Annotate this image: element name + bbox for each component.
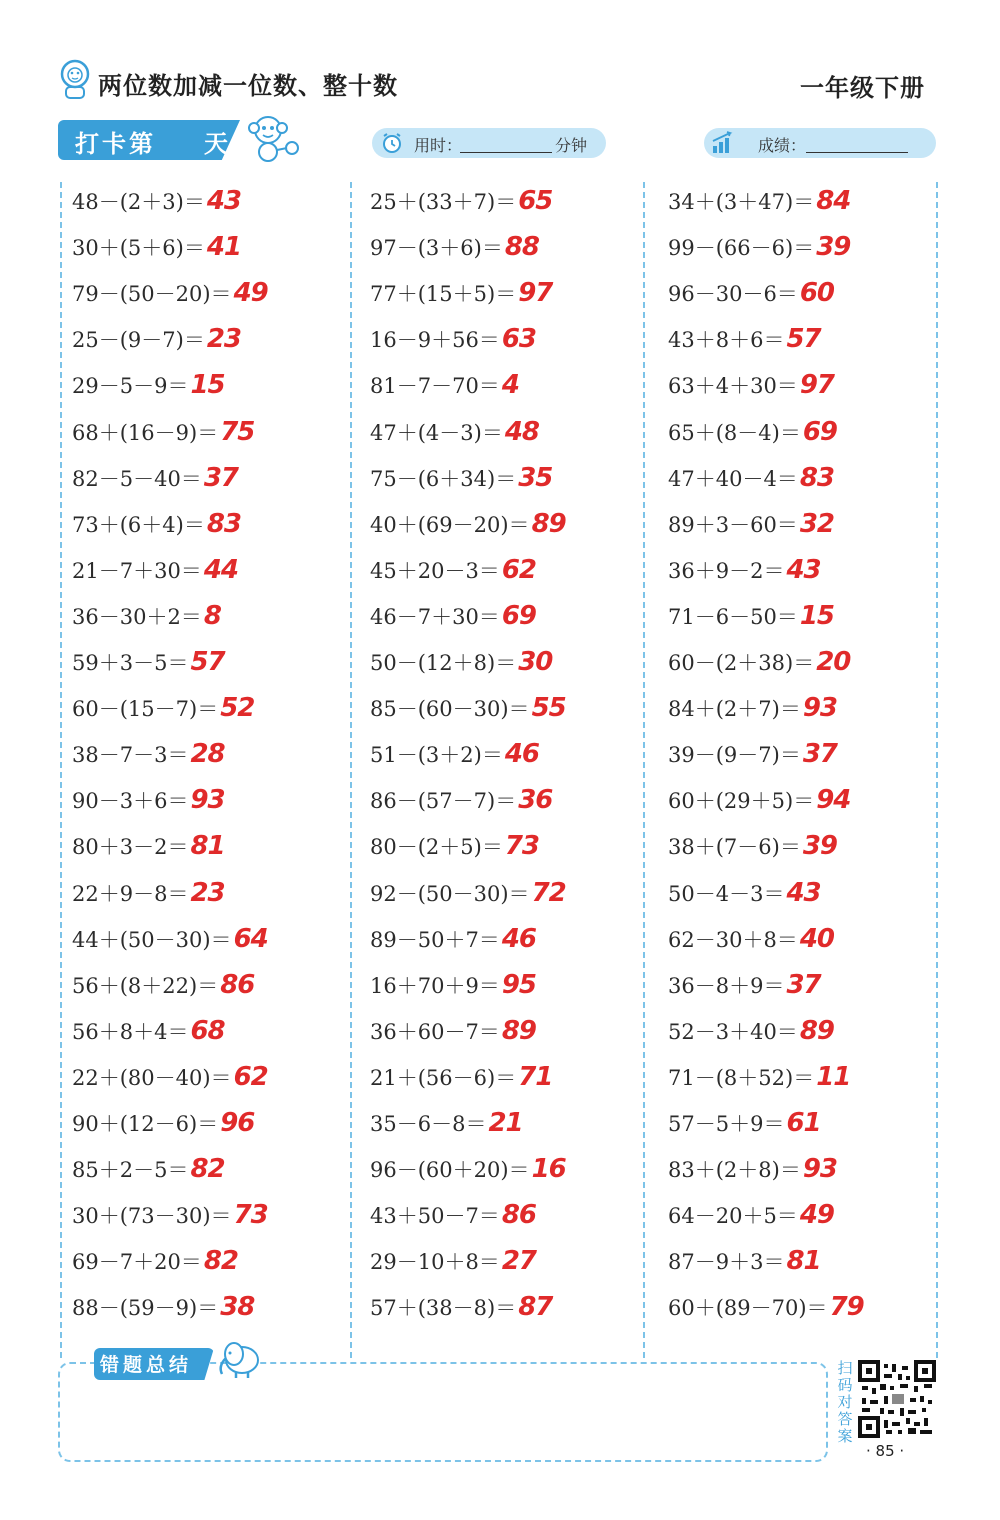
problem-expression: 38＋(7－6)＝ bbox=[668, 835, 801, 859]
problem-expression: 64－20＋5＝ bbox=[668, 1204, 798, 1228]
problem-row bbox=[668, 186, 850, 216]
problem-expression: 38－7－3＝ bbox=[72, 743, 189, 767]
problem-expression: 88－(59－9)＝ bbox=[72, 1296, 219, 1320]
problem-expression: 25－(9－7)＝ bbox=[72, 328, 205, 352]
score-chart-icon bbox=[710, 131, 736, 155]
problem-row bbox=[370, 1154, 566, 1184]
problem-expression: 36＋9－2＝ bbox=[668, 559, 785, 583]
score-blank[interactable] bbox=[806, 134, 908, 153]
problem-row bbox=[668, 785, 850, 815]
problem-row bbox=[72, 555, 238, 585]
handwritten-answer[interactable]: 21 bbox=[488, 1108, 523, 1138]
problem-row bbox=[370, 1108, 523, 1138]
problem-expression: 29－5－9＝ bbox=[72, 374, 189, 398]
problem-expression: 80－(2＋5)＝ bbox=[370, 835, 503, 859]
problem-row bbox=[668, 1292, 864, 1322]
problem-row bbox=[370, 831, 539, 861]
handwritten-answer[interactable]: 97 bbox=[518, 278, 553, 308]
problem-expression: 82－5－40＝ bbox=[72, 467, 202, 491]
problem-row bbox=[370, 647, 552, 677]
problem-expression: 80＋3－2＝ bbox=[72, 835, 189, 859]
problem-row bbox=[72, 1062, 268, 1092]
handwritten-answer[interactable]: 43 bbox=[786, 878, 821, 908]
problem-row bbox=[370, 878, 566, 908]
handwritten-answer[interactable]: 84 bbox=[816, 186, 851, 216]
problem-expression: 40＋(69－20)＝ bbox=[370, 513, 530, 537]
problem-row bbox=[370, 1246, 536, 1276]
problem-row bbox=[370, 924, 536, 954]
handwritten-answer[interactable]: 57 bbox=[190, 647, 225, 677]
column-divider bbox=[60, 182, 62, 1358]
problem-row bbox=[668, 370, 834, 400]
handwritten-answer[interactable]: 32 bbox=[799, 509, 834, 539]
problem-row bbox=[370, 739, 539, 769]
handwritten-answer[interactable]: 97 bbox=[799, 370, 834, 400]
problem-row bbox=[370, 601, 536, 631]
problem-row bbox=[72, 970, 254, 1000]
handwritten-answer[interactable]: 72 bbox=[531, 878, 566, 908]
handwritten-answer[interactable]: 36 bbox=[518, 785, 553, 815]
problem-expression: 97－(3＋6)＝ bbox=[370, 236, 503, 260]
handwritten-answer[interactable]: 89 bbox=[501, 1016, 536, 1046]
handwritten-answer[interactable]: 48 bbox=[504, 417, 540, 447]
page-title: 两位数加减一位数、整十数 bbox=[98, 72, 398, 100]
handwritten-answer[interactable]: 46 bbox=[501, 924, 536, 954]
problem-expression: 34＋(3＋47)＝ bbox=[668, 190, 815, 214]
problem-row bbox=[370, 186, 552, 216]
problem-expression: 36－30＋2＝ bbox=[72, 605, 202, 629]
problem-row bbox=[370, 370, 519, 400]
handwritten-answer[interactable]: 73 bbox=[504, 831, 540, 861]
handwritten-answer[interactable]: 73 bbox=[233, 1200, 268, 1230]
qr-code-icon[interactable] bbox=[858, 1360, 936, 1438]
problem-expression: 36＋60－7＝ bbox=[370, 1020, 500, 1044]
handwritten-answer[interactable]: 27 bbox=[501, 1246, 536, 1276]
problem-row bbox=[72, 509, 241, 539]
problem-expression: 60＋(29＋5)＝ bbox=[668, 789, 815, 813]
handwritten-answer[interactable]: 71 bbox=[518, 1062, 553, 1092]
handwritten-answer[interactable]: 75 bbox=[220, 417, 255, 447]
score-label: 成绩： bbox=[758, 136, 807, 155]
problem-row bbox=[72, 878, 225, 908]
problem-expression: 29－10＋8＝ bbox=[370, 1250, 500, 1274]
problem-expression: 43＋50－7＝ bbox=[370, 1204, 500, 1228]
handwritten-answer[interactable]: 39 bbox=[816, 232, 851, 262]
problem-expression: 69－7＋20＝ bbox=[72, 1250, 202, 1274]
problem-expression: 50－4－3＝ bbox=[668, 882, 785, 906]
elephant-icon bbox=[212, 1336, 268, 1380]
handwritten-answer[interactable]: 60 bbox=[799, 278, 834, 308]
problem-row bbox=[668, 601, 834, 631]
problem-row bbox=[72, 693, 254, 723]
problem-row bbox=[668, 1062, 850, 1092]
problem-row bbox=[72, 186, 241, 216]
problem-row bbox=[72, 324, 241, 354]
problem-expression: 51－(3＋2)＝ bbox=[370, 743, 503, 767]
problem-row bbox=[668, 647, 850, 677]
handwritten-answer[interactable]: 65 bbox=[518, 186, 553, 216]
handwritten-answer[interactable]: 83 bbox=[206, 509, 242, 539]
problem-expression: 99－(66－6)＝ bbox=[668, 236, 815, 260]
problem-expression: 30＋(5＋6)＝ bbox=[72, 236, 205, 260]
problem-expression: 89－50＋7＝ bbox=[370, 928, 500, 952]
problem-expression: 57＋(38－8)＝ bbox=[370, 1296, 517, 1320]
alarm-clock-icon bbox=[380, 131, 404, 155]
problem-row bbox=[370, 555, 536, 585]
column-divider bbox=[350, 182, 352, 1358]
problem-row bbox=[72, 1292, 254, 1322]
problem-row bbox=[72, 739, 225, 769]
handwritten-answer[interactable]: 82 bbox=[190, 1154, 225, 1184]
problem-expression: 35－6－8＝ bbox=[370, 1112, 487, 1136]
handwritten-answer[interactable]: 4 bbox=[501, 370, 519, 400]
problem-row bbox=[370, 693, 566, 723]
problem-expression: 77＋(15＋5)＝ bbox=[370, 282, 517, 306]
problem-row bbox=[72, 831, 225, 861]
problem-row bbox=[72, 278, 268, 308]
problem-expression: 71－(8＋52)＝ bbox=[668, 1066, 815, 1090]
problem-row bbox=[72, 1108, 254, 1138]
handwritten-answer[interactable]: 8 bbox=[203, 601, 221, 631]
problem-row bbox=[668, 232, 850, 262]
handwritten-answer[interactable]: 94 bbox=[816, 785, 851, 815]
handwritten-answer[interactable]: 69 bbox=[802, 417, 838, 447]
handwritten-answer[interactable]: 38 bbox=[220, 1292, 255, 1322]
problem-row bbox=[370, 785, 552, 815]
problem-expression: 56＋8＋4＝ bbox=[72, 1020, 189, 1044]
day-label-suffix: 天 bbox=[204, 130, 228, 158]
problem-expression: 65＋(8－4)＝ bbox=[668, 421, 801, 445]
problem-expression: 46－7＋30＝ bbox=[370, 605, 500, 629]
problem-row bbox=[370, 1016, 536, 1046]
problem-expression: 52－3＋40＝ bbox=[668, 1020, 798, 1044]
problem-expression: 85＋2－5＝ bbox=[72, 1158, 189, 1182]
problem-expression: 85－(60－30)＝ bbox=[370, 697, 530, 721]
problem-expression: 59＋3－5＝ bbox=[72, 651, 189, 675]
problem-row bbox=[370, 509, 566, 539]
monkey-mascot-icon bbox=[244, 112, 304, 164]
problem-expression: 96－30－6＝ bbox=[668, 282, 798, 306]
problem-expression: 21－7＋30＝ bbox=[72, 559, 202, 583]
problem-expression: 81－7－70＝ bbox=[370, 374, 500, 398]
problem-expression: 30＋(73－30)＝ bbox=[72, 1204, 232, 1228]
handwritten-answer[interactable]: 49 bbox=[799, 1200, 834, 1230]
time-label: 用时： bbox=[414, 136, 463, 155]
problem-row bbox=[72, 232, 241, 262]
problem-expression: 16＋70＋9＝ bbox=[370, 974, 500, 998]
problem-row bbox=[72, 924, 268, 954]
day-label-prefix: 打卡第 bbox=[75, 130, 156, 158]
problem-row bbox=[668, 555, 821, 585]
handwritten-answer[interactable]: 86 bbox=[220, 970, 255, 1000]
problem-expression: 68＋(16－9)＝ bbox=[72, 421, 219, 445]
problem-row bbox=[72, 417, 254, 447]
problem-row bbox=[370, 1062, 552, 1092]
handwritten-answer[interactable]: 23 bbox=[206, 324, 242, 354]
handwritten-answer[interactable]: 62 bbox=[233, 1062, 268, 1092]
handwritten-answer[interactable]: 95 bbox=[501, 970, 536, 1000]
problem-expression: 48－(2＋3)＝ bbox=[72, 190, 205, 214]
handwritten-answer[interactable]: 93 bbox=[802, 693, 838, 723]
problem-expression: 75－(6＋34)＝ bbox=[370, 467, 517, 491]
problem-row bbox=[370, 970, 536, 1000]
handwritten-answer[interactable]: 23 bbox=[190, 878, 225, 908]
handwritten-answer[interactable]: 28 bbox=[190, 739, 225, 769]
handwritten-answer[interactable]: 89 bbox=[799, 1016, 834, 1046]
handwritten-answer[interactable]: 81 bbox=[786, 1246, 821, 1276]
problem-row bbox=[668, 693, 837, 723]
time-blank[interactable] bbox=[460, 134, 552, 153]
problem-expression: 60＋(89－70)＝ bbox=[668, 1296, 828, 1320]
handwritten-answer[interactable]: 37 bbox=[203, 463, 238, 493]
problem-row bbox=[668, 1016, 834, 1046]
time-unit: 分钟 bbox=[555, 136, 588, 155]
problem-expression: 39－(9－7)＝ bbox=[668, 743, 801, 767]
problem-expression: 25＋(33＋7)＝ bbox=[370, 190, 517, 214]
handwritten-answer[interactable]: 35 bbox=[518, 463, 553, 493]
problem-row bbox=[668, 924, 834, 954]
handwritten-answer[interactable]: 62 bbox=[501, 555, 536, 585]
handwritten-answer[interactable]: 68 bbox=[190, 1016, 225, 1046]
problem-row bbox=[668, 1154, 837, 1184]
handwritten-answer[interactable]: 30 bbox=[518, 647, 553, 677]
problem-expression: 36－8＋9＝ bbox=[668, 974, 785, 998]
handwritten-answer[interactable]: 63 bbox=[501, 324, 536, 354]
problem-expression: 89＋3－60＝ bbox=[668, 513, 798, 537]
problem-row bbox=[72, 1246, 238, 1276]
handwritten-answer[interactable]: 39 bbox=[802, 831, 838, 861]
problem-row bbox=[668, 509, 834, 539]
problem-row bbox=[370, 1200, 536, 1230]
handwritten-answer[interactable]: 37 bbox=[802, 739, 838, 769]
scan-for-answers-label: 扫码对答案 bbox=[837, 1359, 853, 1445]
problem-row bbox=[72, 1016, 225, 1046]
handwritten-answer[interactable]: 57 bbox=[786, 324, 821, 354]
problem-expression: 50－(12＋8)＝ bbox=[370, 651, 517, 675]
problem-row bbox=[72, 647, 225, 677]
page-number: · 85 · bbox=[866, 1442, 905, 1460]
handwritten-answer[interactable]: 83 bbox=[799, 463, 834, 493]
problem-expression: 44＋(50－30)＝ bbox=[72, 928, 232, 952]
problem-row bbox=[668, 831, 837, 861]
handwritten-answer[interactable]: 46 bbox=[504, 739, 540, 769]
mistake-summary-label: 错题总结 bbox=[100, 1354, 193, 1376]
problem-expression: 22＋9－8＝ bbox=[72, 882, 189, 906]
problem-row bbox=[72, 1200, 268, 1230]
handwritten-answer[interactable]: 52 bbox=[220, 693, 255, 723]
handwritten-answer[interactable]: 41 bbox=[206, 232, 242, 262]
column-divider bbox=[643, 182, 645, 1358]
handwritten-answer[interactable]: 96 bbox=[220, 1108, 255, 1138]
problem-row bbox=[72, 1154, 225, 1184]
problem-row bbox=[72, 785, 225, 815]
lion-logo-icon bbox=[58, 58, 92, 100]
handwritten-answer[interactable]: 16 bbox=[531, 1154, 566, 1184]
problem-expression: 45＋20－3＝ bbox=[370, 559, 500, 583]
problem-expression: 57－5＋9＝ bbox=[668, 1112, 785, 1136]
problem-row bbox=[668, 1246, 821, 1276]
problem-row bbox=[370, 417, 539, 447]
handwritten-answer[interactable]: 79 bbox=[829, 1292, 864, 1322]
problem-expression: 90－3＋6＝ bbox=[72, 789, 189, 813]
handwritten-answer[interactable]: 87 bbox=[518, 1292, 553, 1322]
problem-expression: 47＋40－4＝ bbox=[668, 467, 798, 491]
handwritten-answer[interactable]: 15 bbox=[190, 370, 225, 400]
handwritten-answer[interactable]: 81 bbox=[190, 831, 225, 861]
problem-row bbox=[668, 970, 821, 1000]
handwritten-answer[interactable]: 55 bbox=[531, 693, 566, 723]
grade-label: 一年级下册 bbox=[800, 74, 925, 102]
handwritten-answer[interactable]: 37 bbox=[786, 970, 821, 1000]
problem-row bbox=[668, 417, 837, 447]
handwritten-answer[interactable]: 15 bbox=[799, 601, 834, 631]
problem-expression: 47＋(4－3)＝ bbox=[370, 421, 503, 445]
handwritten-answer[interactable]: 88 bbox=[504, 232, 540, 262]
problem-expression: 62－30＋8＝ bbox=[668, 928, 798, 952]
problem-expression: 79－(50－20)＝ bbox=[72, 282, 232, 306]
problem-row bbox=[370, 463, 552, 493]
problem-row bbox=[72, 463, 238, 493]
problem-expression: 56＋(8＋22)＝ bbox=[72, 974, 219, 998]
problem-row bbox=[668, 278, 834, 308]
handwritten-answer[interactable]: 64 bbox=[233, 924, 268, 954]
problem-row bbox=[668, 1200, 834, 1230]
column-divider bbox=[936, 182, 938, 1358]
problem-row bbox=[668, 1108, 821, 1138]
problem-expression: 84＋(2＋7)＝ bbox=[668, 697, 801, 721]
problem-row bbox=[370, 324, 536, 354]
problem-expression: 92－(50－30)＝ bbox=[370, 882, 530, 906]
problem-row bbox=[668, 878, 821, 908]
handwritten-answer[interactable]: 40 bbox=[799, 924, 834, 954]
handwritten-answer[interactable]: 61 bbox=[786, 1108, 821, 1138]
problem-expression: 43＋8＋6＝ bbox=[668, 328, 785, 352]
problem-expression: 63＋4＋30＝ bbox=[668, 374, 798, 398]
problem-expression: 73＋(6＋4)＝ bbox=[72, 513, 205, 537]
problem-row bbox=[72, 601, 221, 631]
handwritten-answer[interactable]: 69 bbox=[501, 601, 536, 631]
handwritten-answer[interactable]: 43 bbox=[786, 555, 821, 585]
problem-expression: 16－9＋56＝ bbox=[370, 328, 500, 352]
problem-expression: 83＋(2＋8)＝ bbox=[668, 1158, 801, 1182]
handwritten-answer[interactable]: 43 bbox=[206, 186, 242, 216]
problem-row bbox=[668, 739, 837, 769]
problem-expression: 96－(60＋20)＝ bbox=[370, 1158, 530, 1182]
handwritten-answer[interactable]: 86 bbox=[501, 1200, 536, 1230]
problem-row bbox=[668, 324, 821, 354]
problem-row bbox=[72, 370, 225, 400]
handwritten-answer[interactable]: 93 bbox=[190, 785, 225, 815]
handwritten-answer[interactable]: 20 bbox=[816, 647, 851, 677]
handwritten-answer[interactable]: 49 bbox=[233, 278, 268, 308]
problem-expression: 90＋(12－6)＝ bbox=[72, 1112, 219, 1136]
problem-expression: 87－9＋3＝ bbox=[668, 1250, 785, 1274]
problem-expression: 71－6－50＝ bbox=[668, 605, 798, 629]
handwritten-answer[interactable]: 11 bbox=[816, 1062, 851, 1092]
problem-expression: 21＋(56－6)＝ bbox=[370, 1066, 517, 1090]
problem-expression: 60－(15－7)＝ bbox=[72, 697, 219, 721]
handwritten-answer[interactable]: 44 bbox=[203, 555, 238, 585]
handwritten-answer[interactable]: 93 bbox=[802, 1154, 838, 1184]
problem-expression: 60－(2＋38)＝ bbox=[668, 651, 815, 675]
problem-expression: 22＋(80－40)＝ bbox=[72, 1066, 232, 1090]
problem-row bbox=[668, 463, 834, 493]
problem-row bbox=[370, 278, 552, 308]
problem-row bbox=[370, 232, 539, 262]
problem-row bbox=[370, 1292, 552, 1322]
handwritten-answer[interactable]: 82 bbox=[203, 1246, 238, 1276]
problem-expression: 86－(57－7)＝ bbox=[370, 789, 517, 813]
handwritten-answer[interactable]: 89 bbox=[531, 509, 566, 539]
